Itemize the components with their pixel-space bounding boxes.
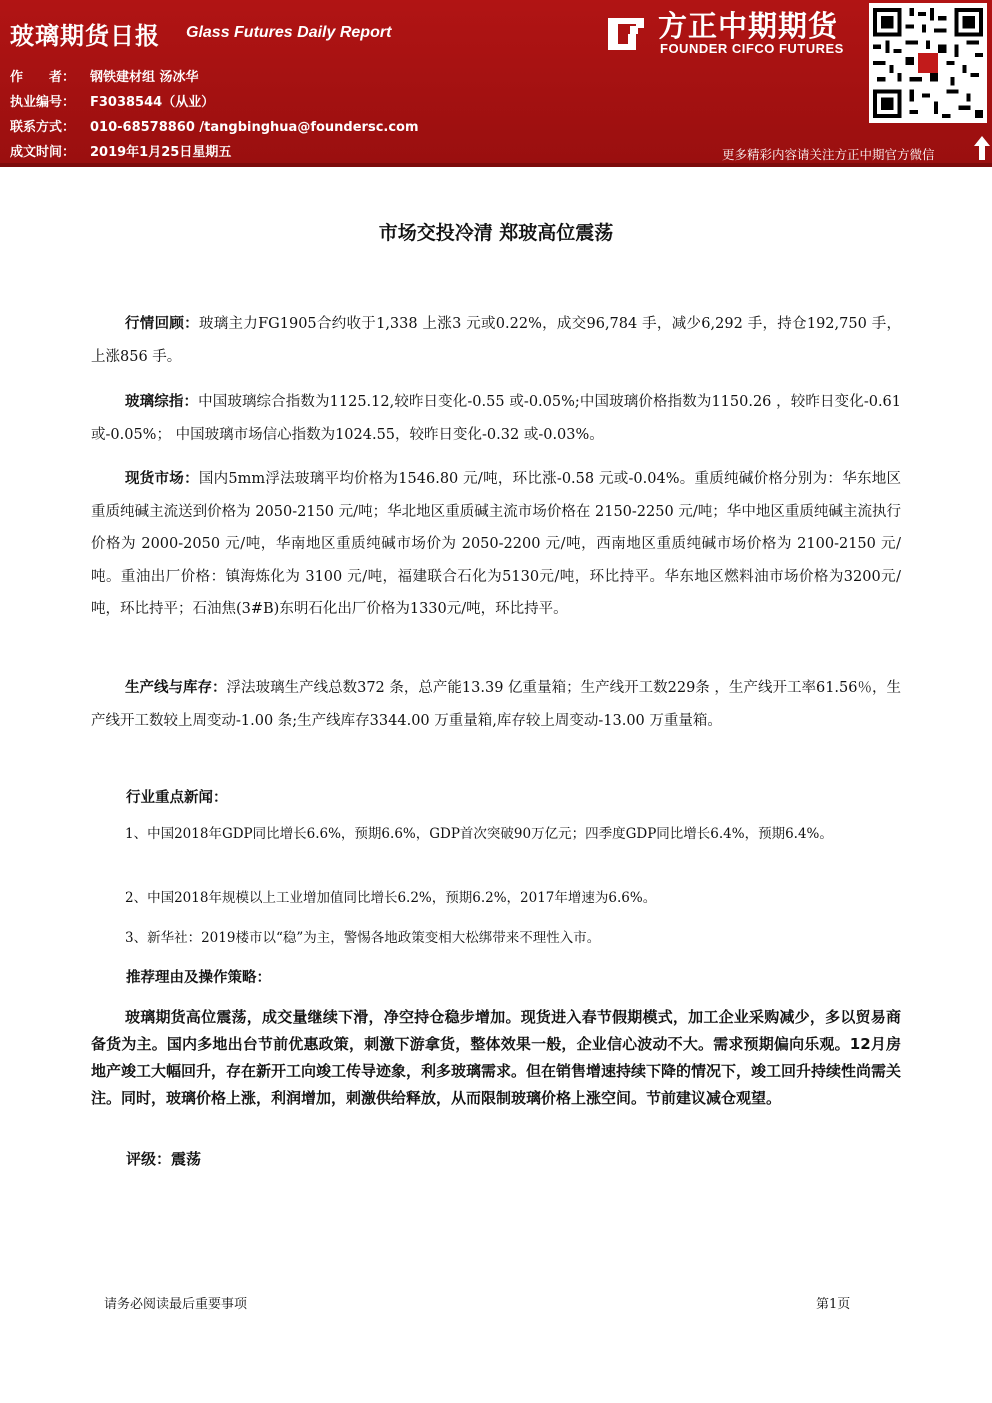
contact-row xyxy=(10,116,419,135)
license-value: F3038544（从业） xyxy=(90,95,215,110)
spot-market-label: 现货市场： xyxy=(125,471,199,487)
glass-index-label: 玻璃综指： xyxy=(125,394,199,410)
brand-name-en: FOUNDER CIFCO FUTURES xyxy=(660,41,844,56)
glass-index-text: 中国玻璃综合指数为1125.12,较昨日变化-0.55 或-0.05%;中国玻璃价格指数为1150.26 ，较昨日变化-0.61 或-0.05%； 中国玻璃市场信心指数为1024.55，较昨日变化-0.32 或-0.03%。 xyxy=(91,394,902,443)
production-paragraph xyxy=(91,672,901,737)
brand-name-cn: 方正中期期货 xyxy=(658,9,839,43)
author-label: 作 者： xyxy=(10,70,76,85)
market-review-label: 行情回顾： xyxy=(125,316,199,332)
author-value: 钢铁建材组 汤冰华 xyxy=(90,70,199,85)
news-item: 3、新华社：2019楼市以“稳”为主，警惕各地政策变相大松绑带来不理性入市。 xyxy=(125,930,601,946)
production-label: 生产线与库存： xyxy=(125,680,227,696)
news-item: 2、中国2018年规模以上工业增加值同比增长6.2%，预期6.2%，2017年增速为6.6%。 xyxy=(125,890,657,906)
date-label: 成文时间： xyxy=(10,145,76,160)
header-divider xyxy=(0,163,992,167)
footer-notice: 请务必阅读最后重要事项 xyxy=(104,1297,248,1312)
contact-value[interactable]: 010-68578860 /tangbinghua@foundersc.com xyxy=(90,120,419,135)
spot-market-paragraph xyxy=(91,463,901,626)
rating-label: 评级：震荡 xyxy=(126,1150,202,1168)
page-number: 第1页 xyxy=(816,1297,851,1312)
up-arrow-icon xyxy=(974,136,990,160)
news-item: 1、中国2018年GDP同比增长6.6%，预期6.6%，GDP首次突破90万亿元；四季度GDP同比增长6.4%，预期6.4%。 xyxy=(125,826,833,842)
strategy-paragraph: 玻璃期货高位震荡，成交量继续下滑，净空持仓稳步增加。现货进入春节假期模式，加工企业采购减少，多以贸易商备货为主。国内多地出台节前优惠政策，刺激下游拿货，整体效果一般，企业信心波动不大。需求预期偏向乐观。12月房地产竣工大幅回升，存在新开工向竣工传导迹象，利多玻璃需求。但在销售增速持续下降的情况下，竣工回升持续性尚需关注。同时，玻璃价格上涨，利润增加，刺激供给释放，从而限制玻璃价格上涨空间。节前建议减仓观望。 xyxy=(91,1008,902,1107)
qr-code-icon xyxy=(869,3,987,123)
follow-wechat-text: 更多精彩内容请关注方正中期官方微信 xyxy=(722,147,935,162)
production-text: 浮法玻璃生产线总数372 条，总产能13.39 亿重量箱；生产线开工数229条 ，生产线开工率61.56％，生产线开工数较上周变动-1.00 条;生产线库存3344.00 万重量箱,库存较上周变动-13.00 万重量箱。 xyxy=(91,680,901,729)
author-row xyxy=(10,66,199,85)
license-label: 执业编号： xyxy=(10,95,76,110)
market-review-text: 玻璃主力FG1905合约收于1,338 上涨3 元或0.22%，成交96,784 手，减少6,292 手，持仓192,750 手，上涨856 手。 xyxy=(91,316,901,365)
glass-index-paragraph xyxy=(91,386,901,451)
date-row xyxy=(10,141,231,160)
market-review-paragraph xyxy=(91,308,901,373)
date-value: 2019年1月25日星期五 xyxy=(90,145,232,160)
report-header xyxy=(0,0,992,163)
license-row xyxy=(10,91,214,110)
report-title: 玻璃期货日报 xyxy=(10,22,160,50)
contact-label: 联系方式： xyxy=(10,120,76,135)
news-heading: 行业重点新闻： xyxy=(126,790,228,806)
article-headline: 市场交投冷清 郑玻高位震荡 xyxy=(378,222,614,244)
founder-logo-icon xyxy=(604,14,648,54)
report-title-en: Glass Futures Daily Report xyxy=(186,24,392,41)
strategy-heading: 推荐理由及操作策略： xyxy=(126,970,271,986)
spot-market-text: 国内5mm浮法玻璃平均价格为1546.80 元/吨，环比涨-0.58 元或-0.04%。重质纯碱价格分别为：华东地区重质纯碱主流送到价格为 2050-2150 元/吨；华北地区重质碱主流市场价格在 2150-2250 元/吨；华中地区重质纯碱主流执行价格为 2000-2050 元/吨，华南地区重质纯碱市场价为 2050-2200 元/吨，西南地区重质纯碱市场价格为 2100-2150 元/吨。重油出厂价格：镇海炼化为 3100 元/吨，福建联合石化为5130元/吨，环比持平。华东地区燃料油市场价格为3200元/吨，环比持平；石油焦(3#B)东明石化出厂价格为1330元/吨，环比持平。 xyxy=(91,471,902,617)
